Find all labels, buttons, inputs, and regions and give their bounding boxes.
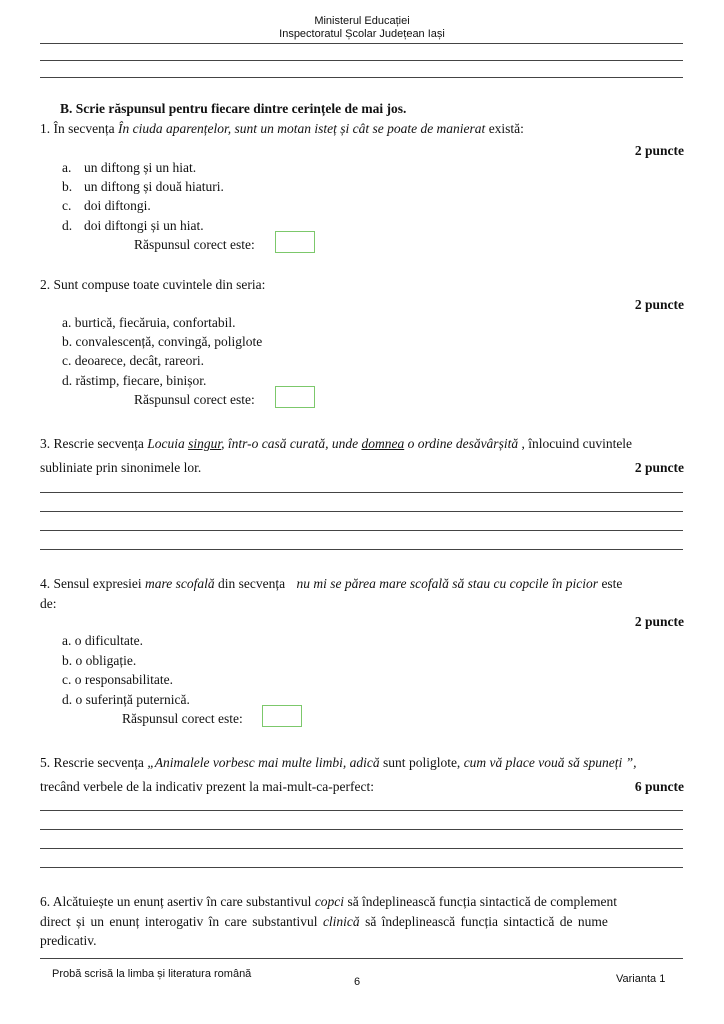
q1-option-b: b. un diftong și două hiaturi. (62, 179, 224, 194)
q1-option-a: a. un diftong și un hiat. (62, 160, 197, 175)
q4-option-c: c. o responsabilitate. (62, 672, 173, 687)
answer-line[interactable] (40, 848, 683, 849)
q2-option-a: a. burtică, fiecăruia, confortabil. (62, 315, 236, 330)
section-title: B. Scrie răspunsul pentru fiecare dintre cerințele de mai jos. (60, 101, 407, 116)
q1-option-d: d. doi diftongi și un hiat. (62, 218, 204, 233)
header-inspectorate: Inspectoratul Școlar Județean Iași (279, 28, 445, 40)
question-4-text: 4. Sensul expresiei mare scofală din secvența nu mi se părea mare scofală să stau cu copcile în picior este (40, 576, 623, 591)
footer-divider (40, 958, 683, 959)
question-1-text: 1. În secvența În ciuda aparențelor, sunt un motan isteț și cât se poate de manierat există: (40, 121, 524, 136)
q4-answer-label: Răspunsul corect este: (122, 711, 243, 726)
q1-option-c: c. doi diftongi. (62, 198, 151, 213)
answer-line[interactable] (40, 492, 683, 493)
q2-option-b: b. convalescență, convingă, poliglote (62, 334, 263, 349)
question-6-line2: direct și un enunț interogativ în care substantivul clinică să îndeplinească funcția sintactică de nume (40, 914, 608, 929)
question-5-line2: trecând verbele de la indicativ prezent la mai-mult-ca-perfect: (40, 779, 374, 794)
answer-line[interactable] (40, 549, 683, 550)
footer-variant: Varianta 1 (616, 973, 666, 985)
question-4-line2: de: (40, 596, 57, 611)
answer-line[interactable] (40, 810, 683, 811)
question-6-line1: 6. Alcătuiește un enunț asertiv în care substantivul copci să îndeplinească funcția sintactică de complement (40, 894, 617, 909)
question-5-points: 6 puncte (634, 779, 684, 794)
q2-answer-label: Răspunsul corect este: (134, 392, 255, 407)
answer-line[interactable] (40, 530, 683, 531)
q4-option-a: a. o dificultate. (62, 633, 143, 648)
q4-answer-box[interactable] (262, 705, 302, 727)
answer-line[interactable] (40, 829, 683, 830)
q4-option-d: d. o suferință puternică. (62, 692, 190, 707)
question-6-line3: predicativ. (40, 933, 97, 948)
q2-option-d: d. răstimp, fiecare, binișor. (62, 373, 207, 388)
q2-option-c: c. deoarece, decât, rareori. (62, 353, 205, 368)
question-4-points: 2 puncte (634, 614, 684, 629)
q4-option-b: b. o obligație. (62, 653, 137, 668)
question-2-points: 2 puncte (634, 297, 684, 312)
q2-answer-box[interactable] (275, 386, 315, 408)
question-5-text: 5. Rescrie secvența „Animalele vorbesc mai multe limbi, adică sunt poliglote, cum vă place vouă să spuneți ”, (40, 755, 637, 770)
question-1-points: 2 puncte (634, 143, 684, 158)
answer-line[interactable] (40, 511, 683, 512)
answer-line[interactable] (40, 60, 683, 61)
question-3-line2: subliniate prin sinonimele lor. (40, 460, 202, 475)
footer-page-number: 6 (354, 976, 361, 988)
q1-answer-box[interactable] (275, 231, 315, 253)
footer-exam-title: Probă scrisă la limba și literatura română (52, 968, 252, 980)
answer-line[interactable] (40, 43, 683, 44)
question-2-text: 2. Sunt compuse toate cuvintele din seria: (40, 277, 266, 292)
question-3-text: 3. Rescrie secvența Locuia singur, într-o casă curată, unde domnea o ordine desăvârșită , înlocuind cuvintele (40, 436, 633, 451)
q1-answer-label: Răspunsul corect este: (134, 237, 255, 252)
header-ministry: Ministerul Educației (314, 15, 410, 27)
question-3-points: 2 puncte (634, 460, 684, 475)
answer-line[interactable] (40, 867, 683, 868)
answer-line[interactable] (40, 77, 683, 78)
